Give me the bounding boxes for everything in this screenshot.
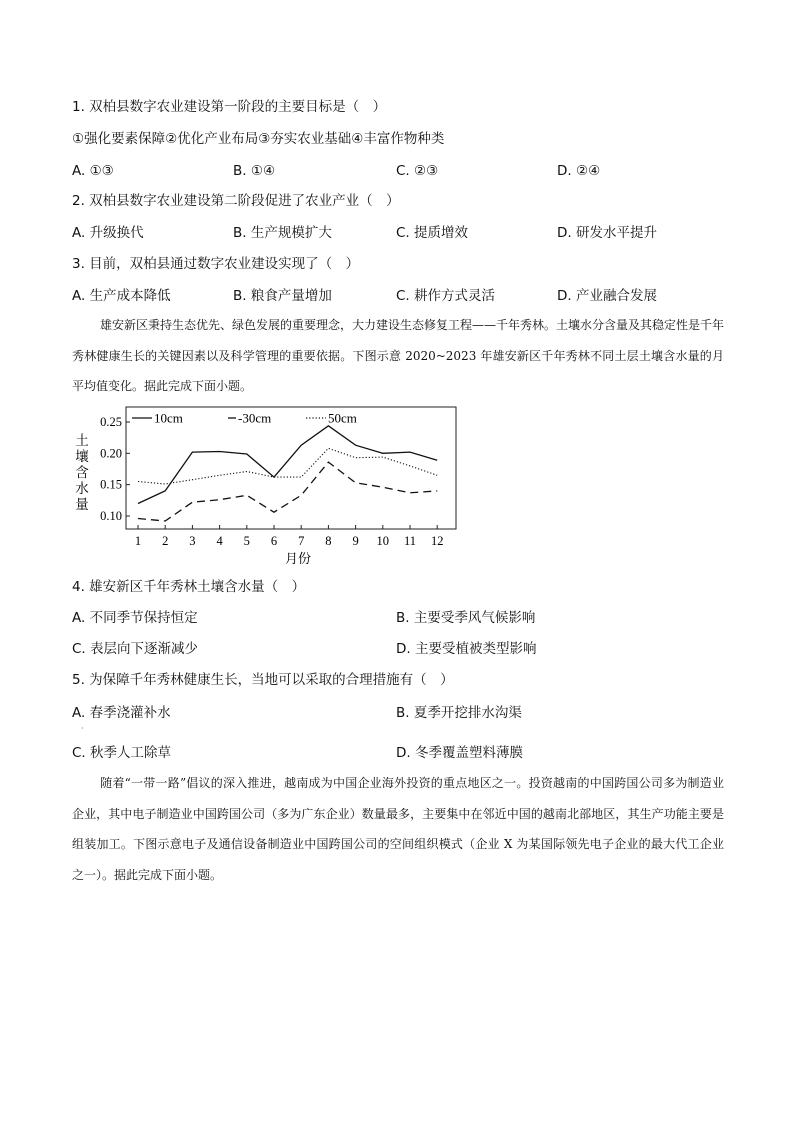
q3-option-d[interactable]: D. 产业融合发展 [557,288,657,304]
x-tick-label: 10 [376,534,390,548]
q5-option-d[interactable]: D. 冬季覆盖塑料薄膜 [396,745,523,761]
q3-option-a[interactable]: A. 生产成本降低 [72,288,171,304]
series-line-10cm [138,426,437,504]
x-axis-ticks [135,525,444,548]
q5-option-c[interactable]: C. 秋季人工除草 [72,745,172,761]
q5-stem: 5. 为保障千年秀林健康生长，当地可以采取的合理措施有（ ） [72,672,454,688]
chart-legend [132,411,357,426]
legend-label-30cm: -30cm [238,410,272,426]
x-tick-label: 3 [189,534,196,548]
legend-label-50cm: 50cm [328,410,357,426]
q4-option-c[interactable]: C. 表层向下逐渐减少 [72,641,199,657]
y-label-char: 量 [75,497,89,512]
x-tick-label: 4 [216,534,223,548]
passage-xiongan-text: 雄安新区秉持生态优先、绿色发展的重要理念，大力建设生态修复工程——千年秀林。土壤水分含量及其稳定性是千年秀林健康生长的关键因素以及科学管理的重要依据。下图示意 2020~2023 年雄安新区千年秀林不同土层土壤含水量的月平均值变化。据此完成下面小题。 [72,318,725,393]
q1-option-d[interactable]: D. ②④ [557,163,601,179]
x-tick-label: 2 [162,534,169,548]
q1-stem: 1. 双柏县数字农业建设第一阶段的主要目标是（ ） [72,99,387,115]
q1-option-a[interactable]: A. ①③ [72,163,114,179]
q4-stem: 4. 雄安新区千年秀林土壤含水量（ ） [72,579,306,595]
soil-moisture-chart [70,402,470,567]
q2-option-d[interactable]: D. 研发水平提升 [557,225,657,241]
passage-vietnam [72,768,724,890]
q3-option-c[interactable]: C. 耕作方式灵活 [396,288,496,304]
q2-option-a[interactable]: A. 升级换代 [72,225,144,241]
q4-option-d[interactable]: D. 主要受植被类型影响 [396,641,537,657]
y-label-char: 含 [75,465,89,480]
x-tick-label: 11 [403,534,417,548]
q3-option-b[interactable]: B. 粮食产量增加 [233,288,332,304]
y-tick-label: 0.15 [100,477,122,492]
x-tick-label: 8 [325,534,332,548]
y-label-char: 壤 [75,449,89,464]
q5-option-a[interactable]: A. 春季浇灌补水 [72,705,171,721]
x-tick-label: 1 [134,534,142,548]
q1-items: ①强化要素保障②优化产业布局③夯实农业基础④丰富作物种类 [72,131,445,147]
q1-option-c[interactable]: C. ②③ [396,163,439,179]
passage-vietnam-text: 随着“一带一路”倡议的深入推进，越南成为中国企业海外投资的重点地区之一。投资越南的中国跨国公司多为制造业企业，其中电子制造业中国跨国公司（多为广东企业）数量最多，主要集中在邻近中国的越南北部地区，其生产功能主要是组装加工。下图示意电子及通信设备制造业中国跨国公司的空间组织模式（企业 X 为某国际领先电子企业的最大代工企业之一）。据此完成下面小题。 [72,776,724,882]
x-axis-label: 月份 [284,551,312,566]
x-tick-label: 5 [243,534,250,548]
q2-stem: 2. 双柏县数字农业建设第二阶段促进了农业产业（ ） [72,193,400,209]
q2-option-c[interactable]: C. 提质增效 [396,225,469,241]
y-tick-label: 0.10 [100,509,122,523]
q4-option-a[interactable]: A. 不同季节保持恒定 [72,610,198,626]
series-line-30cm [138,462,437,521]
x-tick-label: 12 [430,534,444,548]
y-axis-label [75,432,89,512]
x-tick-label: 9 [352,534,359,548]
y-label-char: 水 [75,481,89,496]
y-tick-label: 0.20 [100,446,122,461]
y-tick-label: 0.25 [100,415,122,429]
x-tick-label: 7 [298,534,305,548]
q4-option-b[interactable]: B. 主要受季风气候影响 [396,610,536,626]
stray-dot: · [81,724,84,733]
y-label-char: 土 [75,433,89,448]
series-lines [138,426,437,521]
q5-option-b[interactable]: B. 夏季开挖排水沟渠 [396,705,522,721]
passage-xiongan [72,310,724,402]
x-tick-label: 6 [270,534,278,548]
q1-option-b[interactable]: B. ①④ [233,163,276,179]
q3-stem: 3. 目前，双柏县通过数字农业建设实现了（ ） [72,256,360,272]
legend-label-10cm: 10cm [154,410,183,426]
q2-option-b[interactable]: B. 生产规模扩大 [233,225,332,241]
